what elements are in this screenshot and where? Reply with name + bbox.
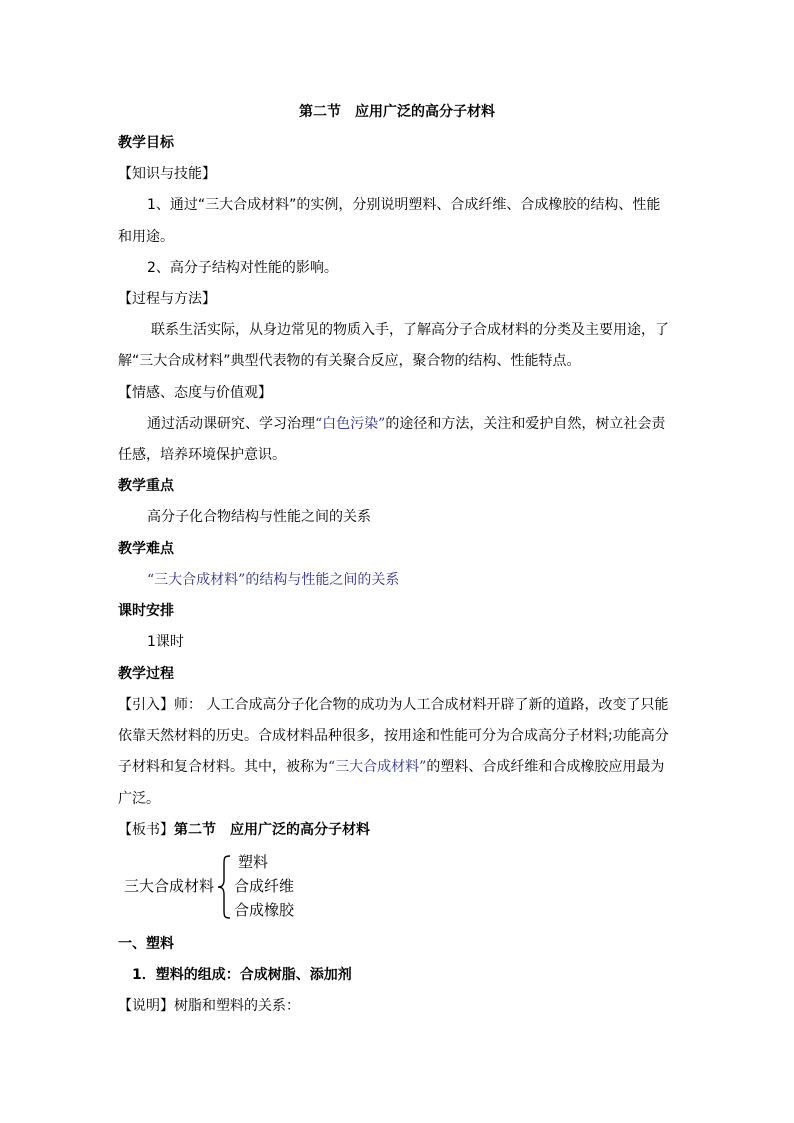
difficult-heading: 教学难点 [118, 541, 174, 557]
procedure-heading: 教学过程 [118, 666, 174, 682]
part1-heading: 一、塑料 [118, 936, 174, 952]
brace-item-plastic: 塑料 [238, 853, 269, 871]
white-pollution-quote: “白色污染” [315, 416, 386, 432]
page-title: 第二节 应用广泛的高分子材料 [299, 104, 495, 120]
explain-text: 树脂和塑料的关系： [174, 998, 300, 1014]
process-heading: 【过程与方法】 [118, 291, 216, 307]
schedule-heading: 课时安排 [118, 603, 174, 619]
intro-line-1: 【引入】师： 人工合成高分子化合物的成功为人工合成材料开辟了新的道路，改变了只能 [118, 697, 669, 713]
emotion-line-1 [147, 414, 665, 434]
intro-line-2: 依靠天然材料的历史。合成材料品种很多，按用途和性能可分为合成高分子材料;功能高分 [118, 728, 669, 744]
explain-line [118, 996, 300, 1016]
intro-line-4: 广泛。 [118, 791, 160, 807]
explain-label: 【说明】 [118, 998, 174, 1014]
key-heading: 教学重点 [118, 478, 174, 494]
difficult-text: “三大合成材料”的结构与性能之间的关系 [147, 572, 400, 588]
brace-item-fiber: 合成纤维 [234, 877, 295, 895]
emotion-heading: 【情感、态度与价值观】 [118, 385, 272, 401]
emotion-line-1-pre: 通过活动课研究、学习治理 [147, 416, 315, 432]
board-label: 【板书】 [118, 822, 174, 838]
emotion-line-2: 任感，培养环境保护意识。 [118, 447, 286, 463]
board-line [118, 820, 370, 840]
knowledge-item-1-line-2: 和用途。 [118, 229, 174, 245]
intro-line-3-pre: 子材料和复合材料。其中，被称为 [118, 759, 328, 775]
brace-root-label: 三大合成材料 [124, 877, 215, 895]
schedule-text: 1课时 [147, 634, 184, 650]
curly-brace-icon [216, 854, 232, 920]
intro-line-3 [118, 757, 664, 777]
key-text: 高分子化合物结构与性能之间的关系 [147, 509, 371, 525]
process-line-2: 解“三大合成材料”典型代表物的有关聚合反应，聚合物的结构、性能特点。 [118, 353, 581, 369]
emotion-line-1-post: 的途径和方法，关注和爱护自然，树立社会责 [385, 416, 666, 432]
intro-line-3-post: 的塑料、合成纤维和合成橡胶应用最为 [426, 759, 665, 775]
knowledge-item-1-line-1: 1、通过“三大合成材料”的实例，分别说明塑料、合成纤维、合成橡胶的结构、性能 [147, 197, 661, 213]
classification-brace-diagram [118, 850, 318, 922]
brace-item-rubber: 合成橡胶 [234, 901, 295, 919]
board-title: 第二节 应用广泛的高分子材料 [174, 822, 370, 838]
three-materials-quote: “三大合成材料” [328, 759, 427, 775]
knowledge-heading: 【知识与技能】 [118, 166, 216, 182]
part1-subheading: 1．塑料的组成：合成树脂、添加剂 [132, 967, 352, 983]
process-line-1: 联系生活实际，从身边常见的物质入手，了解高分子合成材料的分类及主要用途，了 [151, 322, 669, 338]
knowledge-item-2: 2、高分子结构对性能的影响。 [147, 260, 338, 276]
goals-heading: 教学目标 [118, 135, 174, 151]
